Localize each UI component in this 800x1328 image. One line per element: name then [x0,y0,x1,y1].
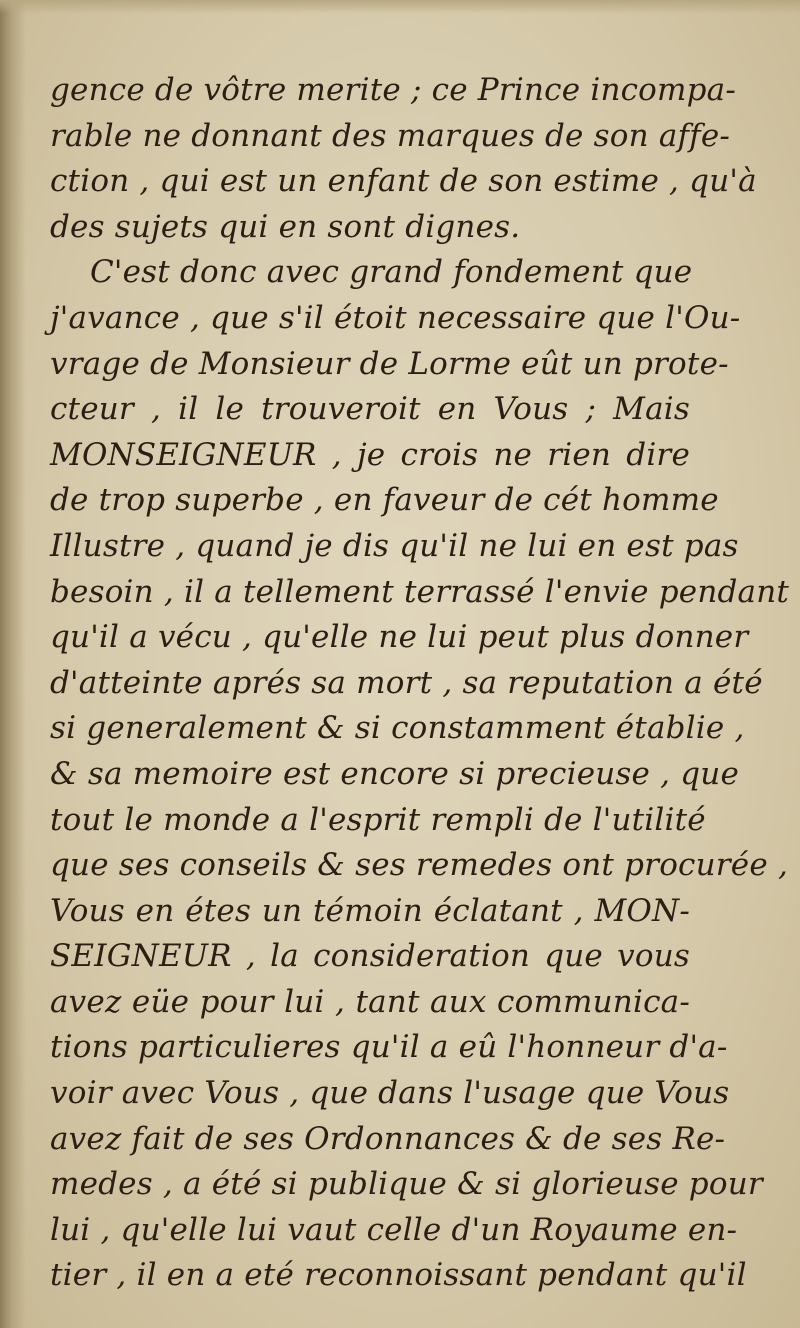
text-line: de trop superbe , en faveur de cét homme [50,482,719,519]
binding-gutter-shadow [0,0,26,1328]
text-line: medes , a été si publique & si glorieuse pour [50,1166,763,1203]
text-line: avez eüe pour lui , tant aux communica- [50,983,690,1020]
text-line: SEIGNEUR , la consideration que vous [50,938,690,975]
text-line: besoin , il a tellement terrassé l'envie pendant [50,573,790,610]
text-line: tier , il en a eté reconnoissant pendant qu'il [50,1257,747,1294]
text-line: des sujets qui en sont dignes. [50,208,521,245]
text-line: si generalement & si constamment établie , [50,710,745,747]
page-text [50,68,790,1299]
text-line: rable ne donnant des marques de son affe- [50,117,731,154]
text-line: ction , qui est un enfant de son estime , qu'à [50,163,757,200]
page-top-edge [0,0,800,14]
text-line: tout le monde a l'esprit rempli de l'utilité [50,801,706,838]
text-line: avez fait de ses Ordonnances & de ses Re- [50,1120,726,1157]
text-line: qu'il a vécu , qu'elle ne lui peut plus donner [50,619,749,656]
text-line: lui , qu'elle lui vaut celle d'un Royaume en- [50,1211,738,1248]
text-line: C'est donc avec grand fondement que [90,254,693,291]
text-line: que ses conseils & ses remedes ont procurée , [50,847,788,884]
text-line: cteur , il le trouveroit en Vous ; Mais [50,391,690,428]
text-line: d'atteinte aprés sa mort , sa reputation a été [50,664,763,701]
text-line: & sa memoire est encore si precieuse , que [50,755,739,792]
text-line: Vous en étes un témoin éclatant , MON- [50,892,690,929]
text-line: j'avance , que s'il étoit necessaire que l'Ou- [50,299,741,336]
text-line: Illustre , quand je dis qu'il ne lui en est pas [50,527,739,564]
text-line: vrage de Monsieur de Lorme eût un prote- [50,345,729,382]
text-line: tions particulieres qu'il a eû l'honneur d'a- [50,1029,728,1066]
text-line: gence de vôtre merite ; ce Prince incompa- [50,72,737,108]
text-line: MONSEIGNEUR , je crois ne rien dire [50,436,690,473]
text-line: voir avec Vous , que dans l'usage que Vous [50,1075,730,1112]
